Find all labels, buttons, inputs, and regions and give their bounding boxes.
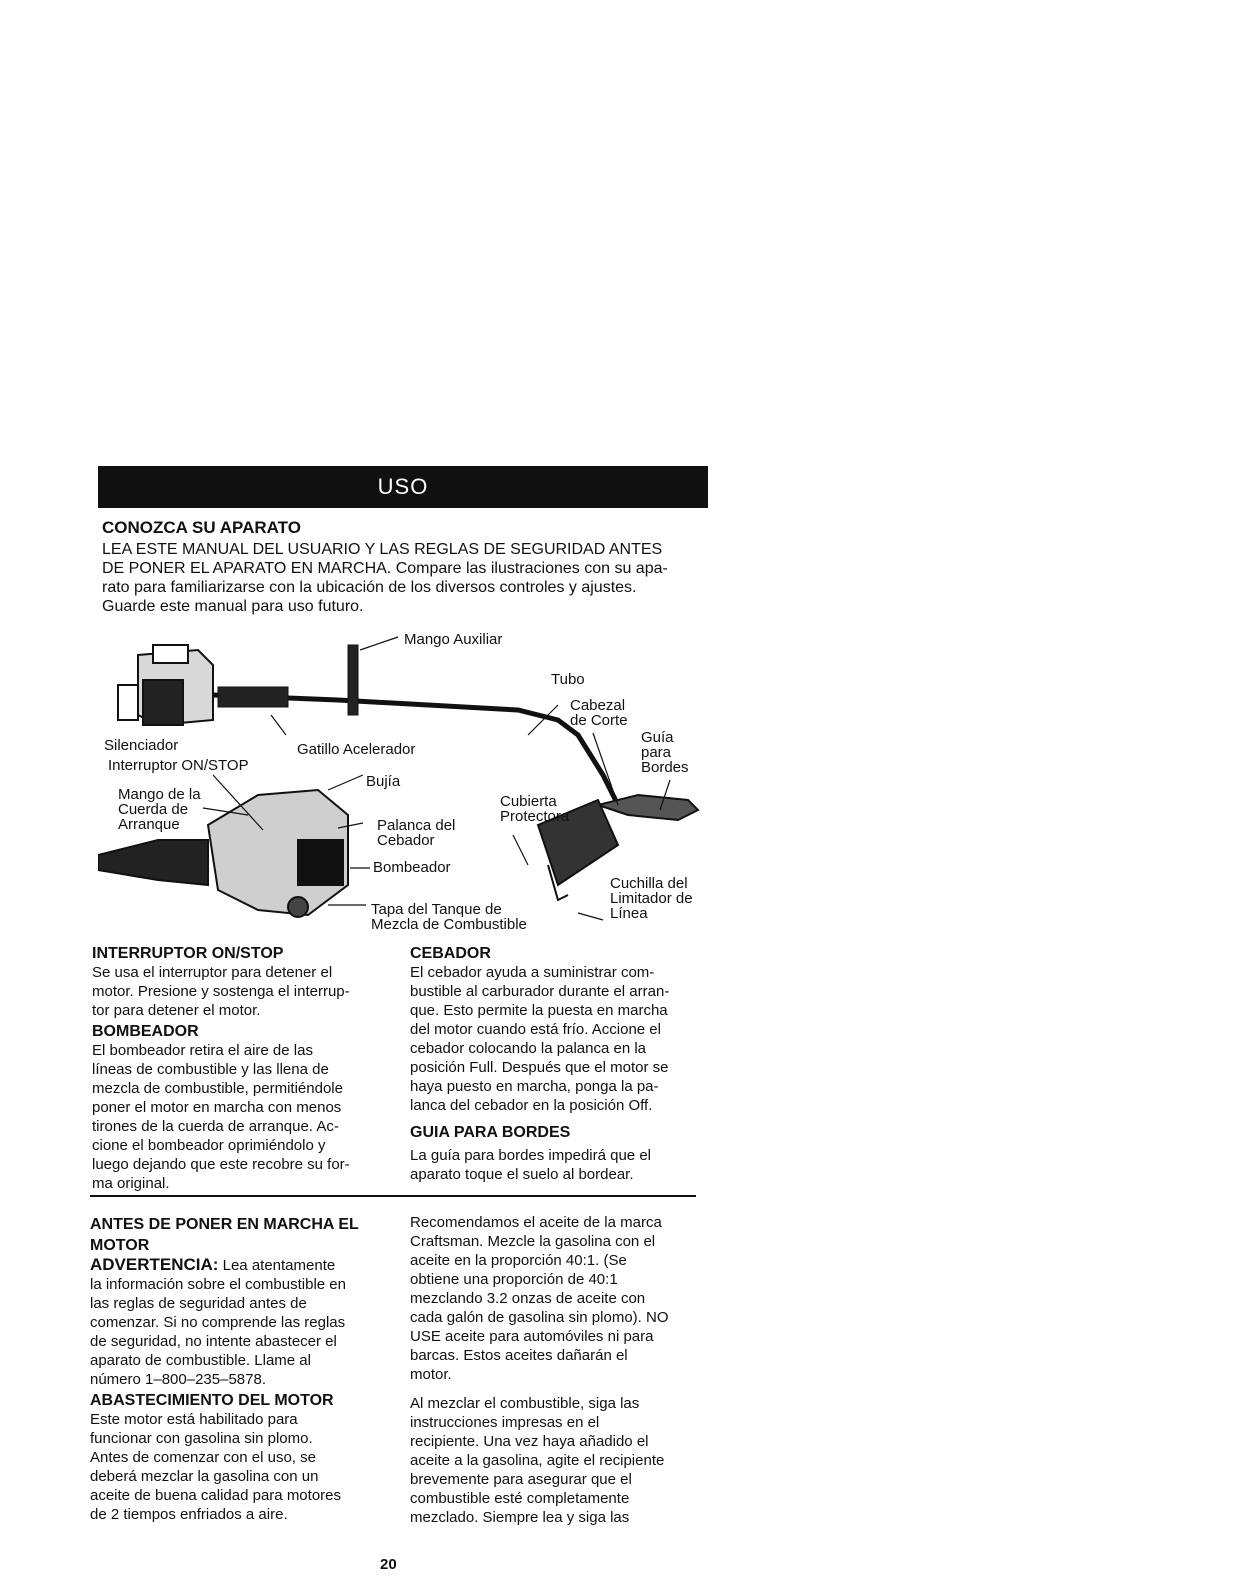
text-line: Recomendamos el aceite de la marca [410, 1214, 662, 1231]
text-line: número 1–800–235–5878. [90, 1371, 266, 1388]
text-line: poner el motor en marcha con menos [92, 1099, 342, 1116]
warning-label: ADVERTENCIA: [90, 1255, 219, 1274]
label-tubo: Tubo [551, 671, 585, 688]
label-bombeador: Bombeador [373, 859, 451, 876]
intro-line: LEA ESTE MANUAL DEL USUARIO Y LAS REGLAS DE SEGURIDAD ANTES [102, 541, 663, 558]
heading-bombeador: BOMBEADOR [92, 1023, 199, 1040]
text-line: El bombeador retira el aire de las [92, 1042, 313, 1059]
label-mango-cuerda: Mango de la Cuerda de Arranque [118, 786, 201, 833]
label-bujia: Bujía [366, 773, 401, 790]
section-divider [90, 1195, 696, 1197]
text-line: cebador colocando la palanca en la [410, 1040, 647, 1057]
label-silenciador: Silenciador [104, 737, 179, 754]
text-line: mezclando 3.2 onzas de aceite con [410, 1290, 646, 1307]
intro-line: DE PONER EL APARATO EN MARCHA. Compare las ilustraciones con su apa- [102, 560, 668, 577]
heading-guia: GUIA PARA BORDES [410, 1124, 571, 1141]
text-line: la información sobre el combustible en [90, 1276, 346, 1293]
heading-interruptor: INTERRUPTOR ON/STOP [92, 945, 284, 962]
text-line: El cebador ayuda a suministrar com- [410, 964, 655, 981]
text-line: Craftsman. Mezcle la gasolina con el [410, 1233, 656, 1250]
heading-antes-cont: MOTOR [90, 1237, 150, 1254]
shaft-illustration [213, 687, 618, 805]
text-line: las reglas de seguridad antes de [90, 1295, 307, 1312]
section-title: USO [377, 474, 429, 499]
heading-abastecimiento: ABASTECIMIENTO DEL MOTOR [90, 1392, 334, 1409]
text-line: de seguridad, no intente abastecer el [90, 1333, 337, 1350]
text-line: deberá mezclar la gasolina con un [90, 1468, 319, 1485]
page-number: 20 [380, 1556, 397, 1573]
text-line: mezcla de combustible, permitiéndole [92, 1080, 343, 1097]
label-cubierta: Cubierta Protectora [500, 793, 570, 825]
heading-antes: ANTES DE PONER EN MARCHA EL [90, 1216, 359, 1233]
label-tapa: Tapa del Tanque de Mezcla de Combustible [371, 901, 527, 933]
text-line: brevemente para asegurar que el [410, 1471, 632, 1488]
text-line: aceite de buena calidad para motores [90, 1487, 342, 1504]
text-line: USE aceite para automóviles ni para [410, 1328, 654, 1345]
text-line: funcionar con gasolina sin plomo. [90, 1430, 313, 1447]
text-line: cada galón de gasolina sin plomo). NO [410, 1309, 669, 1326]
text-line: instrucciones impresas en el [410, 1414, 600, 1431]
text-line: aparato de combustible. Llame al [90, 1352, 311, 1369]
text-line: Al mezclar el combustible, siga las [410, 1395, 640, 1412]
section-interruptor-bombeador [92, 942, 392, 1193]
section-antes-abastecimiento [90, 1213, 390, 1524]
text-line: comenzar. Si no comprende las reglas [90, 1314, 346, 1331]
text-line: luego dejando que este recobre su for- [92, 1156, 350, 1173]
intro-text [102, 540, 702, 616]
auxiliary-handle-illustration [348, 645, 358, 715]
label-gatillo: Gatillo Acelerador [297, 741, 416, 758]
label-palanca: Palanca del Cebador [377, 817, 456, 849]
text-line: aceite en la proporción 40:1. (Se [410, 1252, 627, 1269]
text-line: mezclado. Siempre lea y siga las [410, 1509, 630, 1526]
heading-cebador: CEBADOR [410, 945, 491, 962]
warning-text: Lea atentamente [218, 1257, 336, 1274]
text-line: Se usa el interruptor para detener el [92, 964, 333, 981]
intro-line: Guarde este manual para uso futuro. [102, 598, 364, 615]
text-line: Este motor está habilitado para [90, 1411, 298, 1428]
section-header-banner [98, 466, 708, 508]
intro-line: rato para familiarizarse con la ubicación de los diversos controles y ajustes. [102, 579, 637, 596]
text-line: aceite a la gasolina, agite el recipiente [410, 1452, 665, 1469]
text-line: lanca del cebador en la posición Off. [410, 1097, 653, 1114]
engine-housing-illustration [118, 645, 213, 725]
text-line: barcas. Estos aceites dañarán el [410, 1347, 628, 1364]
text-line: líneas de combustible y las llena de [92, 1061, 329, 1078]
text-line: La guía para bordes impedirá que el [410, 1147, 651, 1164]
section-cebador-guia [410, 942, 710, 1184]
text-line: del motor cuando está frío. Accione el [410, 1021, 661, 1038]
text-line: bustible al carburador durante el arran- [410, 983, 670, 1000]
intro-title: CONOZCA SU APARATO [102, 518, 301, 537]
text-line: de 2 tiempos enfriados a aire. [90, 1506, 288, 1523]
section-aceite-mezcla [410, 1213, 710, 1527]
text-line: Antes de comenzar con el uso, se [90, 1449, 316, 1466]
label-cuchilla: Cuchilla del Limitador de Línea [610, 875, 693, 922]
text-line: aparato toque el suelo al bordear. [410, 1166, 634, 1183]
text-line: cione el bombeador oprimiéndolo y [92, 1137, 326, 1154]
text-line: que. Esto permite la puesta en marcha [410, 1002, 668, 1019]
text-line: obtiene una proporción de 40:1 [410, 1271, 618, 1288]
text-line: ma original. [92, 1175, 170, 1192]
label-interruptor: Interruptor ON/STOP [108, 757, 249, 774]
text-line: posición Full. Después que el motor se [410, 1059, 669, 1076]
label-cabezal: Cabezal de Corte [570, 697, 628, 729]
text-line: tor para detener el motor. [92, 1002, 261, 1019]
text-line: combustible esté completamente [410, 1490, 630, 1507]
label-mango-auxiliar: Mango Auxiliar [404, 631, 503, 648]
text-line: motor. Presione y sostenga el interrup- [92, 983, 350, 1000]
text-line: tirones de la cuerda de arranque. Ac- [92, 1118, 339, 1135]
text-line: motor. [410, 1366, 452, 1383]
text-line: haya puesto en marcha, ponga la pa- [410, 1078, 659, 1095]
label-guia: Guía para Bordes [641, 729, 689, 776]
text-line: recipiente. Una vez haya añadido el [410, 1433, 649, 1450]
